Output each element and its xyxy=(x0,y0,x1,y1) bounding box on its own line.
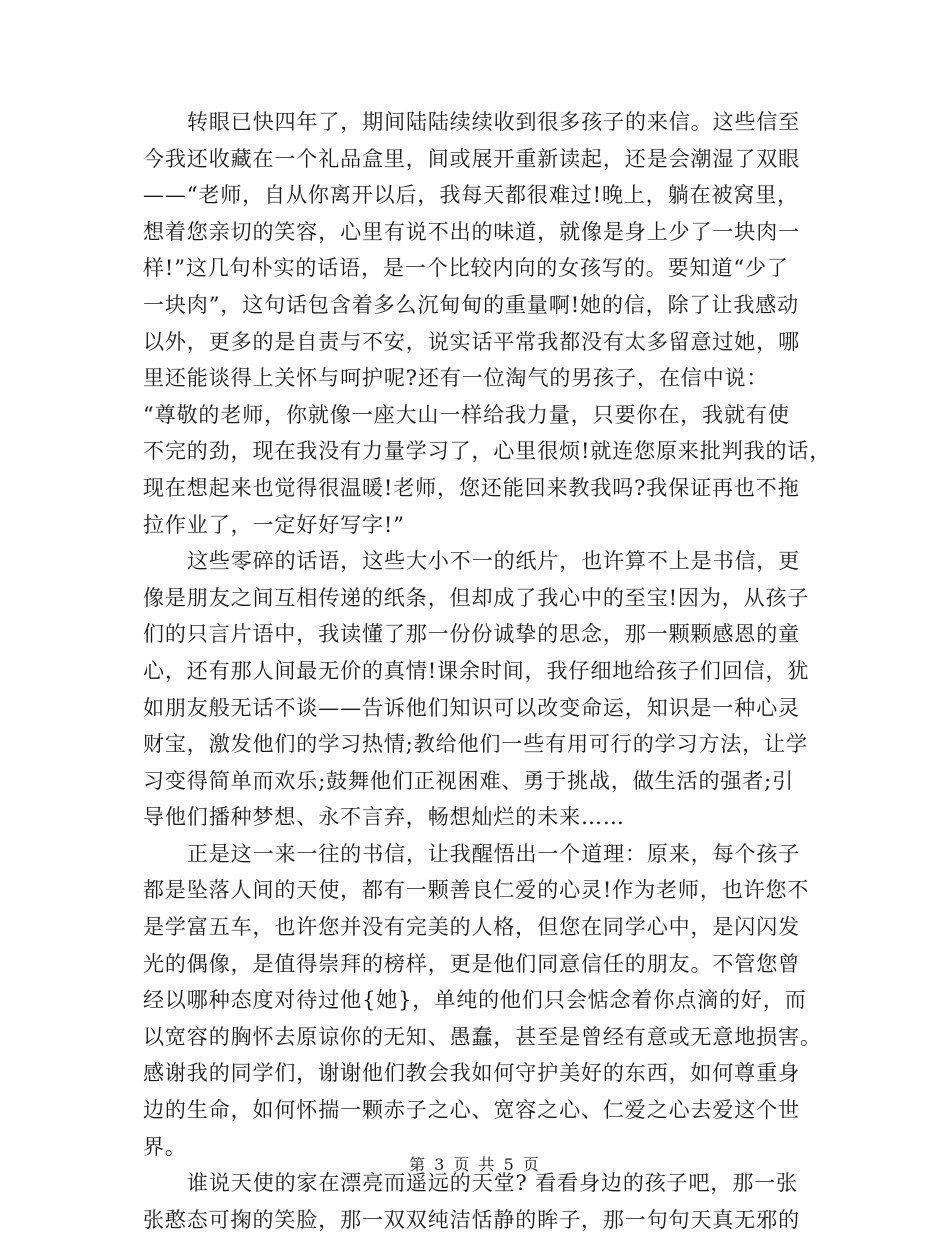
text-line: 界。 xyxy=(143,1134,187,1159)
text-line: 财宝，激发他们的学习热情;教给他们一些有用可行的学习方法，让学 xyxy=(143,732,808,757)
text-line: 导他们播种梦想、永不言弃，畅想灿烂的未来…… xyxy=(143,805,625,830)
text-line: 不完的劲，现在我没有力量学习了，心里很烦!就连您原来批判我的话， xyxy=(143,439,832,464)
body-text xyxy=(143,104,832,1238)
text-line: 心，还有那人间最无价的真情!课余时间，我仔细地给孩子们回信，犹 xyxy=(143,658,810,683)
text-line: 一块肉”，这句话包含着多么沉甸甸的重量啊!她的信，除了让我感动 xyxy=(143,292,800,317)
text-line: 正是这一来一往的书信，让我醒悟出一个道理：原来，每个孩子 xyxy=(187,841,801,866)
page-number-footer: 第 3 页 共 5 页 xyxy=(409,1155,541,1174)
text-line: 光的偶像，是值得崇拜的榜样，更是他们同意信任的朋友。不管您曾 xyxy=(143,951,800,976)
text-line: 现在想起来也觉得很温暖!老师，您还能回来教我吗?我保证再也不拖 xyxy=(143,475,800,500)
text-line: 以外，更多的是自责与不安，说实话平常我都没有太多留意过她，哪 xyxy=(143,329,800,354)
text-line: 谁说天使的家在漂亮而遥远的天堂? 看看身边的孩子吧，那一张 xyxy=(187,1171,799,1196)
text-line: ——“老师，自从你离开以后，我每天都很难过!晚上，躺在被窝里， xyxy=(143,183,800,208)
text-line: 样!”这几句朴实的话语，是一个比较内向的女孩写的。要知道“少了 xyxy=(143,256,789,281)
text-line: 转眼已快四年了，期间陆陆续续收到很多孩子的来信。这些信至 xyxy=(187,110,801,134)
text-line: 以宽容的胸怀去原谅你的无知、愚蠢，甚至是曾经有意或无意地损害。 xyxy=(143,1024,822,1049)
text-line: 张憨态可掬的笑脸，那一双双纯洁恬静的眸子，那一句句天真无邪的 xyxy=(143,1207,800,1232)
text-line: 习变得简单而欢乐;鼓舞他们正视困难、勇于挑战，做生活的强者;引 xyxy=(143,768,795,793)
text-line: 里还能谈得上关怀与呵护呢?还有一位淘气的男孩子，在信中说： xyxy=(143,366,769,391)
text-line: 们的只言片语中，我读懂了那一份份诚挚的思念，那一颗颗感恩的童 xyxy=(143,622,800,647)
text-line: 想着您亲切的笑容，心里有说不出的味道，就像是身上少了一块肉一 xyxy=(143,219,800,244)
text-line: “尊敬的老师，你就像一座大山一样给我力量，只要你在，我就有使 xyxy=(143,402,790,427)
text-line: 边的生命，如何怀揣一颗赤子之心、宽容之心、仁爱之心去爱这个世 xyxy=(143,1098,800,1123)
text-line: 拉作业了，一定好好写字!” xyxy=(143,512,405,537)
text-line: 都是坠落人间的天使，都有一颗善良仁爱的心灵!作为老师，也许您不 xyxy=(143,878,810,903)
text-line: 感谢我的同学们，谢谢他们教会我如何守护美好的东西，如何尊重身 xyxy=(143,1061,800,1086)
text-line: 如朋友般无话不谈——告诉他们知识可以改变命运，知识是一种心灵 xyxy=(143,695,800,720)
text-line: 是学富五车，也许您并没有完美的人格，但您在同学心中，是闪闪发 xyxy=(143,915,800,940)
text-line: 像是朋友之间互相传递的纸条，但却成了我心中的至宝!因为，从孩子 xyxy=(143,585,810,610)
text-line: 今我还收藏在一个礼品盒里，间或展开重新读起，还是会潮湿了双眼 xyxy=(143,146,800,171)
text-line: 这些零碎的话语，这些大小不一的纸片，也许算不上是书信，更 xyxy=(187,549,801,574)
text-line: 经以哪种态度对待过他{她}，单纯的他们只会惦念着你点滴的好，而 xyxy=(143,988,807,1013)
